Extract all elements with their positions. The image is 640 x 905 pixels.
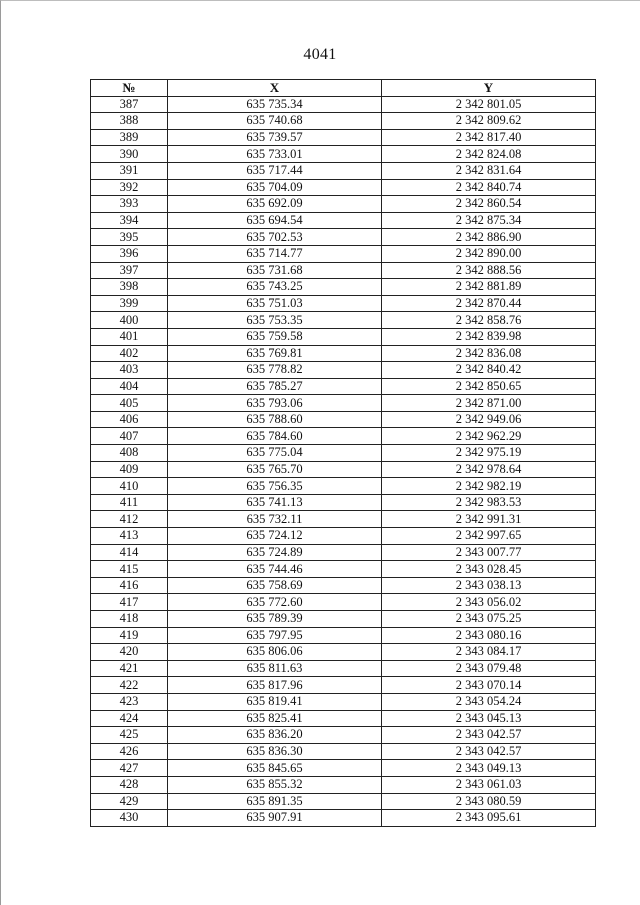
table-row [91,743,596,760]
x-coordinate-cell: 635 785.27 [168,378,382,395]
x-coordinate-cell: 635 724.89 [168,544,382,561]
x-coordinate-cell: 635 811.63 [168,660,382,677]
x-coordinate-cell: 635 769.81 [168,345,382,362]
y-coordinate-cell: 2 343 049.13 [382,760,596,777]
table-row [91,461,596,478]
y-coordinate-cell: 2 342 871.00 [382,395,596,412]
x-coordinate-cell: 635 836.30 [168,743,382,760]
x-coordinate-cell: 635 733.01 [168,146,382,163]
y-coordinate-cell: 2 342 962.29 [382,428,596,445]
point-number-cell: 423 [91,693,168,710]
table-row [91,378,596,395]
x-coordinate-cell: 635 836.20 [168,727,382,744]
point-number-cell: 405 [91,395,168,412]
table-row [91,445,596,462]
point-number-cell: 417 [91,594,168,611]
point-number-cell: 427 [91,760,168,777]
table-row [91,644,596,661]
point-number-cell: 391 [91,162,168,179]
y-coordinate-cell: 2 342 840.74 [382,179,596,196]
x-coordinate-cell: 635 759.58 [168,328,382,345]
table-row [91,279,596,296]
point-number-cell: 396 [91,245,168,262]
y-coordinate-cell: 2 342 831.64 [382,162,596,179]
x-coordinate-cell: 635 756.35 [168,478,382,495]
y-coordinate-cell: 2 343 056.02 [382,594,596,611]
table-row [91,693,596,710]
table-row [91,511,596,528]
point-number-cell: 422 [91,677,168,694]
x-coordinate-cell: 635 702.53 [168,229,382,246]
x-coordinate-cell: 635 739.57 [168,129,382,146]
x-coordinate-cell: 635 817.96 [168,677,382,694]
y-coordinate-cell: 2 342 886.90 [382,229,596,246]
point-number-cell: 414 [91,544,168,561]
y-coordinate-cell: 2 343 054.24 [382,693,596,710]
point-number-cell: 413 [91,528,168,545]
point-number-cell: 407 [91,428,168,445]
point-number-cell: 393 [91,196,168,213]
x-coordinate-cell: 635 731.68 [168,262,382,279]
y-coordinate-cell: 2 342 801.05 [382,96,596,113]
point-number-cell: 425 [91,727,168,744]
x-coordinate-cell: 635 797.95 [168,627,382,644]
x-coordinate-cell: 635 694.54 [168,212,382,229]
x-coordinate-cell: 635 907.91 [168,810,382,827]
x-coordinate-cell: 635 741.13 [168,494,382,511]
point-number-cell: 389 [91,129,168,146]
y-coordinate-cell: 2 342 949.06 [382,411,596,428]
y-coordinate-cell: 2 342 850.65 [382,378,596,395]
x-coordinate-cell: 635 735.34 [168,96,382,113]
y-coordinate-cell: 2 342 839.98 [382,328,596,345]
point-number-cell: 424 [91,710,168,727]
point-number-cell: 408 [91,445,168,462]
x-coordinate-cell: 635 744.46 [168,561,382,578]
column-header-x: X [168,80,382,97]
table-row [91,212,596,229]
y-coordinate-cell: 2 343 045.13 [382,710,596,727]
table-row [91,428,596,445]
table-row [91,129,596,146]
x-coordinate-cell: 635 724.12 [168,528,382,545]
y-coordinate-cell: 2 342 991.31 [382,511,596,528]
point-number-cell: 398 [91,279,168,296]
y-coordinate-cell: 2 342 881.89 [382,279,596,296]
point-number-cell: 387 [91,96,168,113]
x-coordinate-cell: 635 819.41 [168,693,382,710]
y-coordinate-cell: 2 342 982.19 [382,478,596,495]
y-coordinate-cell: 2 342 875.34 [382,212,596,229]
x-coordinate-cell: 635 772.60 [168,594,382,611]
point-number-cell: 395 [91,229,168,246]
table-row [91,345,596,362]
y-coordinate-cell: 2 343 061.03 [382,776,596,793]
column-header-number: № [91,80,168,97]
y-coordinate-cell: 2 342 978.64 [382,461,596,478]
table-row [91,478,596,495]
point-number-cell: 390 [91,146,168,163]
point-number-cell: 430 [91,810,168,827]
table-row [91,760,596,777]
table-row [91,395,596,412]
table-row [91,295,596,312]
x-coordinate-cell: 635 788.60 [168,411,382,428]
table-row [91,793,596,810]
x-coordinate-cell: 635 714.77 [168,245,382,262]
x-coordinate-cell: 635 692.09 [168,196,382,213]
point-number-cell: 419 [91,627,168,644]
table-row [91,411,596,428]
point-number-cell: 403 [91,362,168,379]
y-coordinate-cell: 2 342 809.62 [382,113,596,130]
table-row [91,312,596,329]
point-number-cell: 421 [91,660,168,677]
table-row [91,660,596,677]
point-number-cell: 428 [91,776,168,793]
table-row [91,810,596,827]
y-coordinate-cell: 2 343 080.59 [382,793,596,810]
table-row [91,245,596,262]
x-coordinate-cell: 635 789.39 [168,611,382,628]
coordinates-table [90,79,596,827]
x-coordinate-cell: 635 855.32 [168,776,382,793]
table-row [91,362,596,379]
table-row [91,594,596,611]
point-number-cell: 420 [91,644,168,661]
table-row [91,494,596,511]
x-coordinate-cell: 635 765.70 [168,461,382,478]
table-row [91,196,596,213]
x-coordinate-cell: 635 732.11 [168,511,382,528]
y-coordinate-cell: 2 342 824.08 [382,146,596,163]
y-coordinate-cell: 2 343 038.13 [382,577,596,594]
table-row [91,677,596,694]
y-coordinate-cell: 2 342 890.00 [382,245,596,262]
point-number-cell: 401 [91,328,168,345]
table-body [91,96,596,826]
y-coordinate-cell: 2 342 888.56 [382,262,596,279]
table-row [91,544,596,561]
point-number-cell: 411 [91,494,168,511]
point-number-cell: 397 [91,262,168,279]
x-coordinate-cell: 635 751.03 [168,295,382,312]
x-coordinate-cell: 635 845.65 [168,760,382,777]
y-coordinate-cell: 2 343 084.17 [382,644,596,661]
y-coordinate-cell: 2 342 983.53 [382,494,596,511]
y-coordinate-cell: 2 342 836.08 [382,345,596,362]
y-coordinate-cell: 2 342 870.44 [382,295,596,312]
table-row [91,561,596,578]
y-coordinate-cell: 2 342 840.42 [382,362,596,379]
table-row [91,776,596,793]
x-coordinate-cell: 635 778.82 [168,362,382,379]
table-row [91,162,596,179]
x-coordinate-cell: 635 775.04 [168,445,382,462]
x-coordinate-cell: 635 704.09 [168,179,382,196]
x-coordinate-cell: 635 717.44 [168,162,382,179]
table-row [91,328,596,345]
point-number-cell: 415 [91,561,168,578]
point-number-cell: 399 [91,295,168,312]
table-row [91,96,596,113]
point-number-cell: 400 [91,312,168,329]
point-number-cell: 429 [91,793,168,810]
y-coordinate-cell: 2 342 817.40 [382,129,596,146]
table-row [91,727,596,744]
point-number-cell: 402 [91,345,168,362]
table-row [91,710,596,727]
x-coordinate-cell: 635 758.69 [168,577,382,594]
y-coordinate-cell: 2 343 080.16 [382,627,596,644]
point-number-cell: 416 [91,577,168,594]
table-row [91,229,596,246]
point-number-cell: 394 [91,212,168,229]
table-row [91,528,596,545]
point-number-cell: 409 [91,461,168,478]
y-coordinate-cell: 2 343 079.48 [382,660,596,677]
x-coordinate-cell: 635 753.35 [168,312,382,329]
y-coordinate-cell: 2 342 997.65 [382,528,596,545]
table-header-row [91,80,596,97]
x-coordinate-cell: 635 743.25 [168,279,382,296]
y-coordinate-cell: 2 343 028.45 [382,561,596,578]
table-row [91,627,596,644]
y-coordinate-cell: 2 343 095.61 [382,810,596,827]
table-row [91,611,596,628]
table-row [91,113,596,130]
y-coordinate-cell: 2 343 070.14 [382,677,596,694]
table-row [91,146,596,163]
y-coordinate-cell: 2 343 007.77 [382,544,596,561]
point-number-cell: 392 [91,179,168,196]
column-header-y: Y [382,80,596,97]
x-coordinate-cell: 635 740.68 [168,113,382,130]
y-coordinate-cell: 2 342 860.54 [382,196,596,213]
y-coordinate-cell: 2 343 042.57 [382,727,596,744]
y-coordinate-cell: 2 342 975.19 [382,445,596,462]
point-number-cell: 418 [91,611,168,628]
point-number-cell: 412 [91,511,168,528]
point-number-cell: 404 [91,378,168,395]
y-coordinate-cell: 2 343 042.57 [382,743,596,760]
x-coordinate-cell: 635 891.35 [168,793,382,810]
x-coordinate-cell: 635 806.06 [168,644,382,661]
point-number-cell: 406 [91,411,168,428]
table-row [91,179,596,196]
x-coordinate-cell: 635 825.41 [168,710,382,727]
y-coordinate-cell: 2 342 858.76 [382,312,596,329]
x-coordinate-cell: 635 784.60 [168,428,382,445]
point-number-cell: 410 [91,478,168,495]
table-row [91,577,596,594]
y-coordinate-cell: 2 343 075.25 [382,611,596,628]
point-number-cell: 388 [91,113,168,130]
point-number-cell: 426 [91,743,168,760]
table-row [91,262,596,279]
x-coordinate-cell: 635 793.06 [168,395,382,412]
page-number: 4041 [303,46,337,63]
